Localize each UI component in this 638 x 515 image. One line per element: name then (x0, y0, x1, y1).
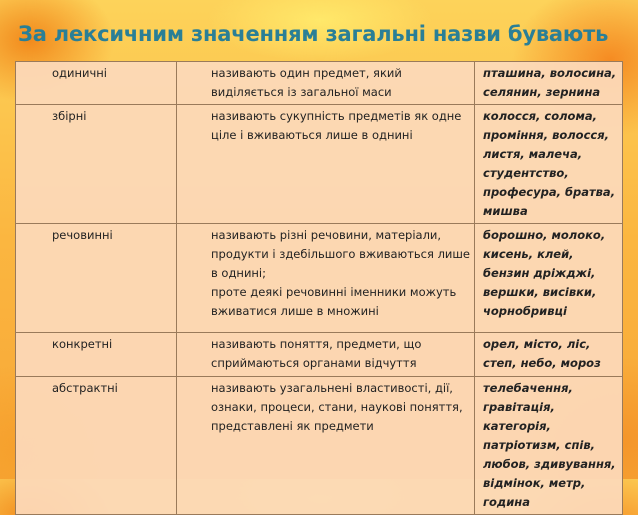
description-cell: називають поняття, предмети, що сприймаються органами відчуття (177, 333, 475, 377)
noun-type-cell: абстрактні (16, 377, 177, 515)
description-text: називають різні речовини, матеріали, продукти і здебільшого вживаються лише в однині; (211, 228, 470, 280)
noun-type-cell: одиничні (16, 62, 177, 105)
examples-cell: телебачення, гравітація, категорія, патріотизм, спів, любов, здивування, відмінок, метр, година (475, 377, 623, 515)
examples-cell: колосся, солома, проміння, волосся, листя, малеча, студентство, професура, братва, мишва (475, 105, 623, 224)
description-cell (177, 224, 475, 333)
table-row (16, 224, 623, 333)
page-title: За лексичним значенням загальні назви бувають (18, 22, 609, 46)
table-row (16, 105, 623, 224)
description-cell: називають один предмет, який виділяється із загальної маси (177, 62, 475, 105)
table-row (16, 377, 623, 515)
noun-type-cell: збірні (16, 105, 177, 224)
noun-types-table (15, 61, 623, 515)
examples-cell: орел, місто, ліс, степ, небо, мороз (475, 333, 623, 377)
description-cell: називають узагальнені властивості, дії, ознаки, процеси, стани, наукові поняття, представлені як предмети (177, 377, 475, 515)
description-cell: називають сукупність предметів як одне ціле і вживаються лише в однині (177, 105, 475, 224)
table-row (16, 62, 623, 105)
description-extra-text: проте деякі речовинні іменники можуть вживатися лише в множині (211, 285, 457, 318)
examples-cell: пташина, волосина, селянин, зернина (475, 62, 623, 105)
noun-type-cell: речовинні (16, 224, 177, 333)
examples-cell: борошно, молоко, кисень, клей, бензин дріжджі, вершки, висівки, чорнобривці (475, 224, 623, 333)
table-row (16, 333, 623, 377)
noun-type-cell: конкретні (16, 333, 177, 377)
